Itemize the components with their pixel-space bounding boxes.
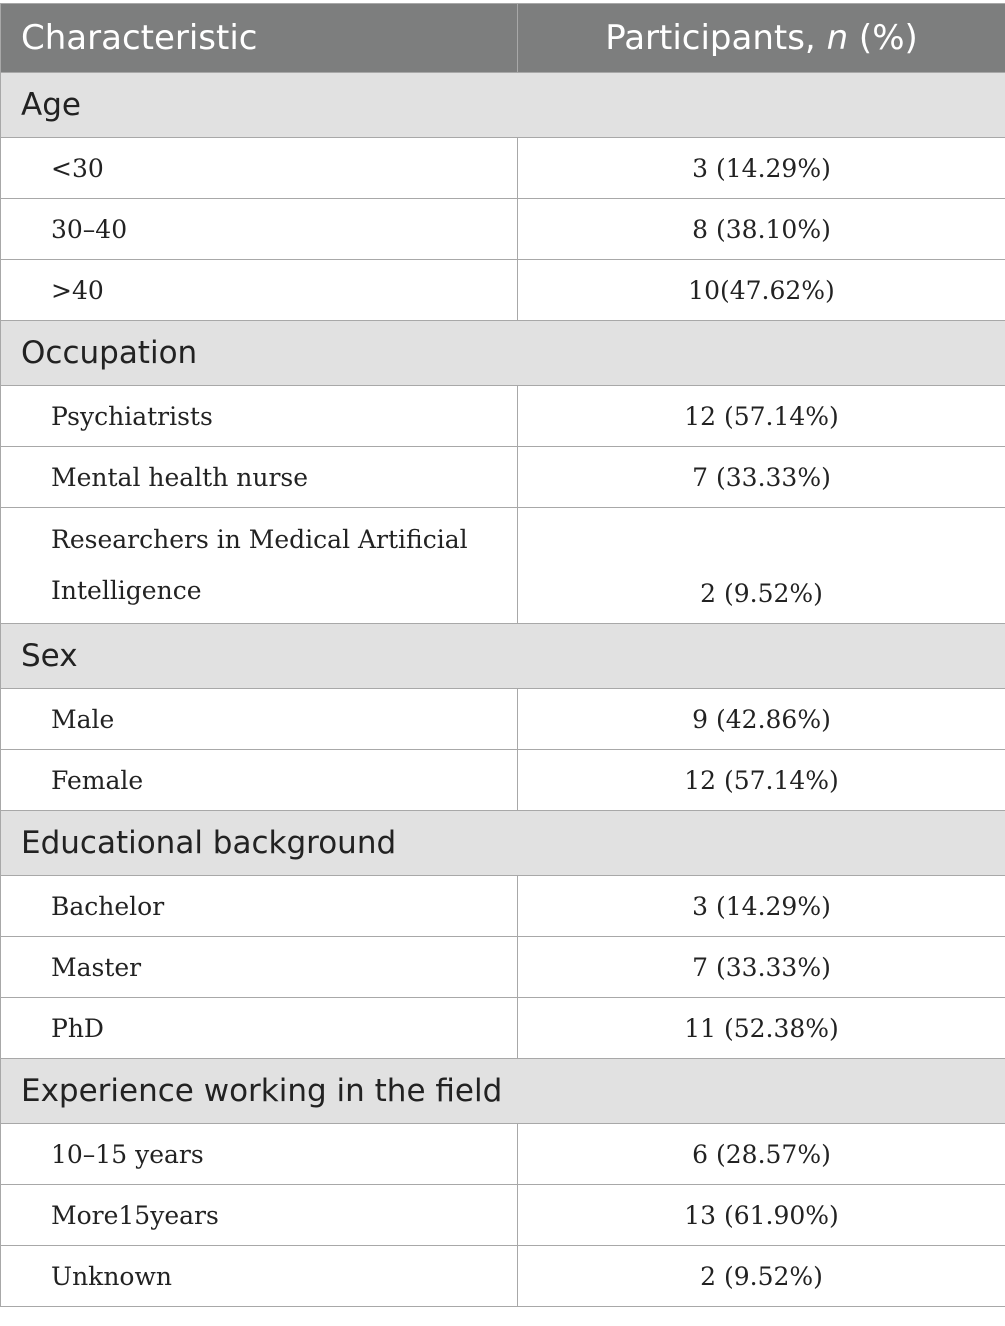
section-title: Occupation	[1, 321, 1005, 386]
row-value: 12 (57.14%)	[518, 386, 1005, 447]
row-value: 9 (42.86%)	[518, 689, 1005, 750]
header-participants	[518, 4, 1005, 73]
section-experience	[1, 1059, 1005, 1124]
row-label: 10–15 years	[1, 1124, 518, 1185]
table-row	[1, 1185, 1005, 1246]
row-value: 3 (14.29%)	[518, 138, 1005, 199]
section-title: Experience working in the field	[1, 1059, 1005, 1124]
row-value: 13 (61.90%)	[518, 1185, 1005, 1246]
table-row	[1, 447, 1005, 508]
row-label: <30	[1, 138, 518, 199]
row-value: 6 (28.57%)	[518, 1124, 1005, 1185]
header-participants-prefix: Participants,	[605, 18, 827, 58]
row-label: Master	[1, 937, 518, 998]
section-title: Age	[1, 73, 1005, 138]
table-row	[1, 750, 1005, 811]
table-row	[1, 1246, 1005, 1307]
section-occupation	[1, 321, 1005, 386]
table-row	[1, 876, 1005, 937]
table-row	[1, 937, 1005, 998]
row-value: 2 (9.52%)	[518, 1246, 1005, 1307]
table-row	[1, 1124, 1005, 1185]
table-row	[1, 998, 1005, 1059]
table-row	[1, 199, 1005, 260]
row-label: PhD	[1, 998, 518, 1059]
row-label: Researchers in Medical Artificial Intelligence	[1, 508, 518, 624]
row-value: 2 (9.52%)	[518, 508, 1005, 624]
table-row	[1, 260, 1005, 321]
row-value: 10(47.62%)	[518, 260, 1005, 321]
row-value: 7 (33.33%)	[518, 937, 1005, 998]
row-label: Psychiatrists	[1, 386, 518, 447]
section-age	[1, 73, 1005, 138]
row-label: Female	[1, 750, 518, 811]
row-label: More15years	[1, 1185, 518, 1246]
section-educational-background	[1, 811, 1005, 876]
row-value: 7 (33.33%)	[518, 447, 1005, 508]
section-sex	[1, 624, 1005, 689]
row-label: 30–40	[1, 199, 518, 260]
row-label: Mental health nurse	[1, 447, 518, 508]
row-label: Male	[1, 689, 518, 750]
row-label: Unknown	[1, 1246, 518, 1307]
row-value: 12 (57.14%)	[518, 750, 1005, 811]
row-value: 8 (38.10%)	[518, 199, 1005, 260]
row-label: Bachelor	[1, 876, 518, 937]
table-row	[1, 689, 1005, 750]
section-title: Educational background	[1, 811, 1005, 876]
row-value: 11 (52.38%)	[518, 998, 1005, 1059]
demographics-table	[0, 3, 1005, 1307]
row-label: >40	[1, 260, 518, 321]
table-row	[1, 508, 1005, 624]
header-characteristic: Characteristic	[1, 4, 518, 73]
header-participants-n: n	[826, 18, 849, 58]
table-row	[1, 138, 1005, 199]
section-title: Sex	[1, 624, 1005, 689]
header-participants-suffix: (%)	[848, 18, 918, 58]
table-row	[1, 386, 1005, 447]
row-value: 3 (14.29%)	[518, 876, 1005, 937]
header-row	[1, 4, 1005, 73]
